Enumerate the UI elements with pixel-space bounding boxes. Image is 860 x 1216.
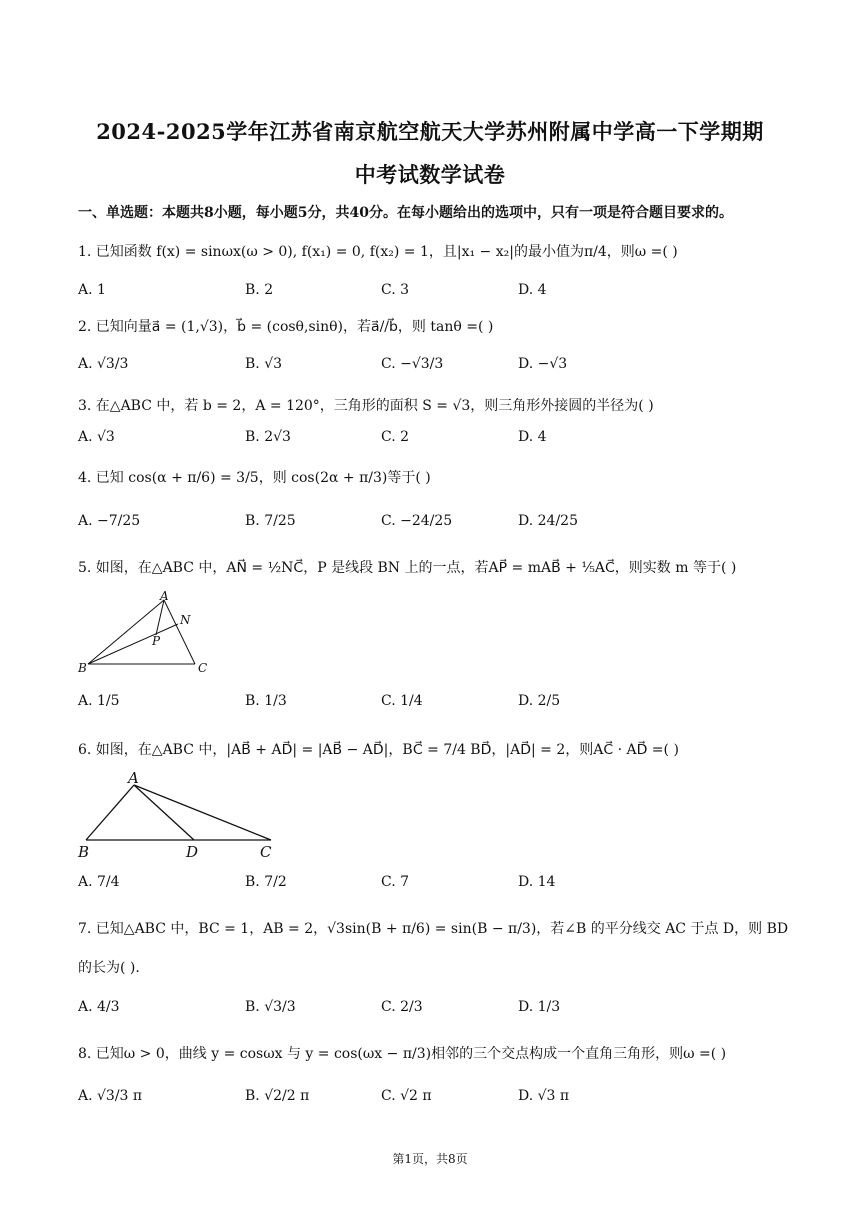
option-c: C. √2 π: [381, 1088, 432, 1104]
question-4-options: [78, 513, 778, 543]
option-a: A. 7/4: [78, 874, 120, 890]
option-a: A. √3/3: [78, 356, 129, 372]
page-footer: 第1页，共8页: [392, 1152, 468, 1166]
question-7-continued: 的长为( ).: [78, 960, 140, 976]
question-5-options: [78, 693, 778, 723]
option-c: C. −√3/3: [381, 356, 444, 372]
question-7: 7. 已知△ABC 中，BC = 1，AB = 2，√3sin(B + π/6) = sin(B − π/3)，若∠B 的平分线交 AC 于点 D，则 BD: [78, 921, 789, 937]
option-b: B. 7/25: [245, 513, 296, 529]
question-3: 3. 在△ABC 中，若 b = 2，A = 120°，三角形的面积 S = √3，则三角形外接圆的半径为( ): [78, 398, 654, 414]
option-a: A. √3: [78, 429, 115, 445]
label-n: N: [180, 613, 191, 627]
option-d: D. 1/3: [518, 999, 561, 1015]
figure-triangle-abc-pn: [76, 590, 216, 680]
question-7-options: [78, 999, 778, 1029]
option-a: A. 1: [78, 282, 106, 298]
option-d: D. 24/25: [518, 513, 578, 529]
question-8: 8. 已知ω > 0，曲线 y = cosωx 与 y = cos(ωx − π/3)相邻的三个交点构成一个直角三角形，则ω =( ): [78, 1046, 727, 1062]
label-b: B: [78, 661, 87, 675]
question-6: 6. 如图，在△ABC 中，|AB⃗ + AD⃗| = |AB⃗ − AD⃗|，BC⃗ = 7/4 BD⃗，|AD⃗| = 2，则AC⃗ · AD⃗ =( ): [78, 742, 679, 758]
option-d: D. 2/5: [518, 693, 561, 709]
option-a: A. √3/3 π: [78, 1088, 143, 1104]
question-3-options: [78, 429, 778, 459]
option-a: A. 1/5: [78, 693, 120, 709]
option-a: A. −7/25: [78, 513, 141, 529]
question-4: 4. 已知 cos(α + π/6) = 3/5，则 cos(2α + π/3)等于( ): [78, 470, 431, 486]
option-c: C. 2: [381, 429, 410, 445]
figure-triangle-abdc: [74, 767, 284, 862]
label-p: P: [152, 634, 161, 648]
option-b: B. 2√3: [245, 429, 291, 445]
option-d: D. 14: [518, 874, 556, 890]
option-d: D. −√3: [518, 356, 568, 372]
question-1-options: [78, 282, 778, 312]
question-1: 1. 已知函数 f(x) = sinωx(ω > 0), f(x₁) = 0, f(x₂) = 1，且|x₁ − x₂|的最小值为π/4，则ω =( ): [78, 244, 678, 260]
exam-title-line2: 中考试数学试卷: [354, 162, 506, 187]
option-c: C. −24/25: [381, 513, 453, 529]
option-a: A. 4/3: [78, 999, 120, 1015]
option-b: B. √3/3: [245, 999, 296, 1015]
label-c: C: [260, 843, 272, 861]
question-6-options: [78, 874, 778, 904]
option-b: B. √2/2 π: [245, 1088, 310, 1104]
question-5: 5. 如图，在△ABC 中，AN⃗ = ½NC⃗，P 是线段 BN 上的一点，若AP⃗ = mAB⃗ + ⅕AC⃗，则实数 m 等于( ): [78, 560, 737, 576]
option-d: D. 4: [518, 429, 547, 445]
section-heading: 一、单选题：本题共8小题，每小题5分，共40分。在每小题给出的选项中，只有一项是符合题目要求的。: [78, 205, 733, 221]
question-2-options: [78, 356, 778, 386]
option-b: B. 2: [245, 282, 274, 298]
label-d: D: [186, 843, 199, 861]
option-c: C. 3: [381, 282, 410, 298]
label-a: A: [160, 590, 169, 603]
option-c: C. 2/3: [381, 999, 423, 1015]
label-b: B: [78, 843, 90, 861]
label-a: A: [128, 769, 139, 787]
option-d: D. √3 π: [518, 1088, 570, 1104]
option-d: D. 4: [518, 282, 547, 298]
option-c: C. 1/4: [381, 693, 423, 709]
option-c: C. 7: [381, 874, 410, 890]
option-b: B. 7/2: [245, 874, 287, 890]
question-8-options: [78, 1088, 778, 1118]
label-c: C: [198, 661, 208, 675]
question-2: 2. 已知向量a⃗ = (1,√3)，b⃗ = (cosθ,sinθ)，若a⃗//b⃗，则 tanθ =( ): [78, 319, 494, 335]
exam-title-line1: 2024-2025学年江苏省南京航空航天大学苏州附属中学高一下学期期: [96, 119, 764, 144]
option-b: B. 1/3: [245, 693, 287, 709]
option-b: B. √3: [245, 356, 283, 372]
